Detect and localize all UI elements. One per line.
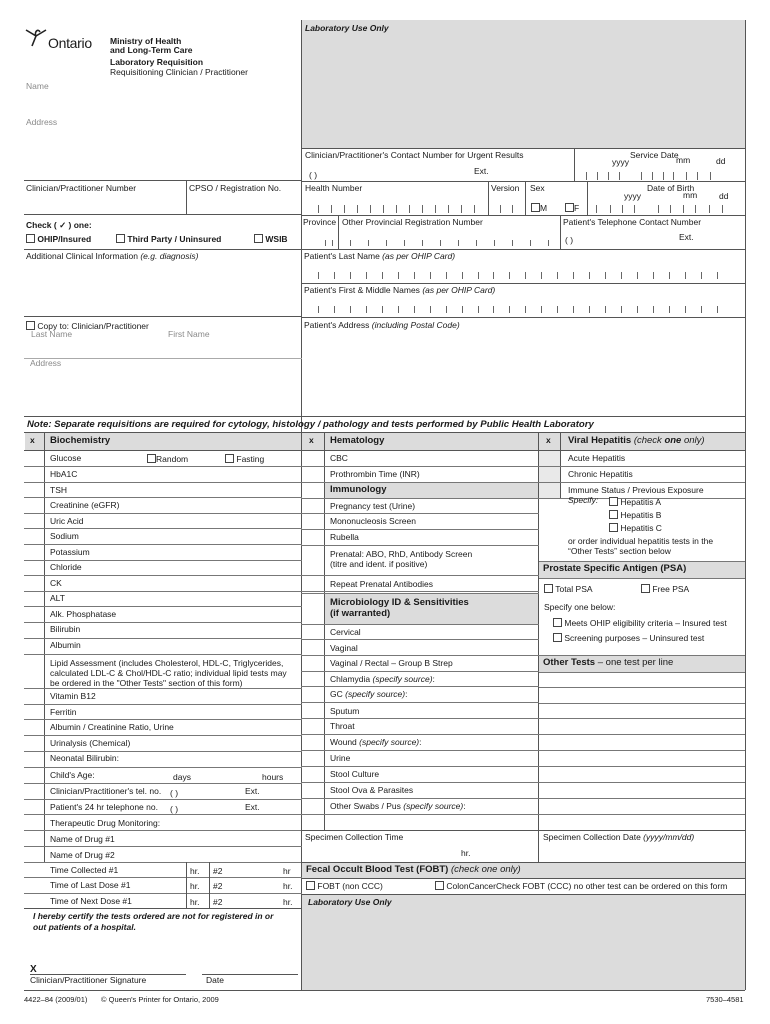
drug1-label: Name of Drug #1	[50, 834, 115, 844]
mono-item: Mononucleosis Screen	[330, 516, 416, 526]
contact-label: Clinician/Practitioner's Contact Number for Urgent Results	[305, 150, 524, 160]
third-party-checkbox[interactable]: Third Party / Uninsured	[116, 234, 221, 245]
patient-24hr-ext: Ext.	[245, 802, 260, 812]
tc-hr: hr.	[190, 866, 200, 876]
ontario-trillium-logo	[24, 26, 50, 48]
glucose-label: Glucose	[50, 453, 82, 463]
psa-meets-checkbox[interactable]: Meets OHIP eligibility criteria – Insured test	[553, 618, 727, 629]
specimen-time-label: Specimen Collection Time	[305, 832, 404, 842]
form-title: Laboratory Requisition	[110, 57, 204, 67]
drug2-label: Name of Drug #2	[50, 850, 115, 860]
lab-use-bottom-bg	[302, 894, 745, 990]
cpso-label: CPSO / Registration No.	[189, 183, 282, 193]
random-checkbox[interactable]: Random	[147, 454, 188, 465]
psa-title: Prostate Specific Antigen (PSA)	[543, 563, 687, 574]
biochem-item: Alk. Phosphatase	[50, 608, 117, 619]
other-tests-title: Other Tests – one test per line	[543, 657, 674, 668]
specimen-hr: hr.	[461, 848, 471, 858]
nd-n2: #2	[213, 897, 223, 907]
free-psa-checkbox[interactable]: Free PSA	[641, 584, 689, 595]
ld-hr: hr.	[190, 881, 200, 891]
prenatal-item: Prenatal: ABO, RhD, Antibody Screen (titre and ident. if positive)	[330, 549, 473, 569]
form-number: 4422–84 (2009/01)	[24, 995, 88, 1004]
note-text: Note: Separate requisitions are required for cytology, histology / pathology and tests performed by Public Health Laboratory	[27, 419, 594, 430]
psa-specify: Specify one below:	[544, 602, 616, 612]
repeat-prenatal-item: Repeat Prenatal Antibodies	[330, 579, 434, 589]
biochem-item: Chloride	[50, 562, 82, 572]
days-label: days	[173, 772, 191, 782]
lab-use-bottom-label: Laboratory Use Only	[308, 897, 392, 907]
dob-mm: mm	[683, 190, 698, 200]
total-psa-checkbox[interactable]: Total PSA	[544, 584, 593, 595]
copy-first-name: First Name	[168, 329, 210, 339]
dob-yyyy: yyyy	[624, 191, 641, 201]
lab-use-area	[302, 20, 745, 148]
vaginal-item: Vaginal	[330, 643, 358, 653]
ministry-name-2: and Long-Term Care	[110, 45, 193, 55]
patient-first-name-label: Patient's First & Middle Names (as per OHIP Card)	[304, 285, 496, 295]
name-label: Name	[26, 81, 49, 91]
immune-status-item: Immune Status / Previous Exposure	[568, 485, 704, 495]
nd-hr2: hr.	[283, 897, 293, 907]
biochem-item: Uric Acid	[50, 515, 84, 526]
ministry-name: Ministry of Health	[110, 36, 182, 46]
patient-address-label: Patient's Address (including Postal Code)	[304, 320, 460, 330]
clinician-tel-label: Clinician/Practitioner's tel. no.	[50, 786, 162, 796]
main-divider	[301, 20, 302, 990]
sd-yyyy: yyyy	[612, 157, 629, 167]
time-collected-label: Time Collected #1	[50, 865, 119, 875]
clinician-number-label: Clinician/Practitioner Number	[26, 183, 137, 193]
form-subtitle: Requisitioning Clinician / Practitioner	[110, 67, 248, 77]
wound-item: Wound (specify source):	[330, 737, 422, 747]
childs-age-label: Child's Age:	[50, 770, 95, 780]
biochem-item: Albumin	[50, 639, 81, 650]
ld-hr2: hr.	[283, 881, 293, 891]
other-swabs-item: Other Swabs / Pus (specify source):	[330, 801, 466, 811]
biochem-item: Sodium	[50, 531, 79, 541]
biochem-item: CK	[50, 577, 62, 588]
sd-mm: mm	[676, 155, 691, 165]
hepatitis-x: x	[546, 435, 551, 445]
contact-ext: Ext.	[474, 166, 489, 176]
cbc-item: CBC	[330, 453, 348, 463]
certify-text: I hereby certify the tests ordered are not for registered in or out patients of a hospital.	[33, 911, 274, 932]
hep-a-checkbox[interactable]: Hepatitis A	[609, 497, 661, 508]
psa-screening-checkbox[interactable]: Screening purposes – Uninsured test	[553, 633, 704, 644]
biochem-item: Neonatal Bilirubin:	[50, 753, 119, 763]
hep-c-checkbox[interactable]: Hepatitis C	[609, 523, 662, 534]
biochem-x: x	[30, 435, 35, 445]
chronic-hep-item: Chronic Hepatitis	[568, 469, 633, 479]
patient-tel-ext: Ext.	[679, 232, 694, 242]
biochem-item: ALT	[50, 593, 65, 603]
patient-24hr-label: Patient's 24 hr telephone no.	[50, 802, 158, 812]
cervical-item: Cervical	[330, 627, 361, 637]
throat-item: Throat	[330, 721, 355, 731]
hep-x-col	[539, 450, 561, 498]
form-code: 7530–4581	[706, 995, 744, 1004]
signature-x: X	[30, 964, 37, 975]
sd-dd: dd	[716, 156, 726, 166]
copy-address: Address	[30, 358, 62, 368]
fobt-title: Fecal Occult Blood Test (FOBT) (check one only)	[306, 864, 521, 875]
service-date-label: Service Date	[630, 150, 679, 160]
sputum-item: Sputum	[330, 706, 360, 716]
immunology-title: Immunology	[330, 484, 387, 495]
last-dose-label: Time of Last Dose #1	[50, 880, 131, 890]
biochem-item: Ferritin	[50, 706, 77, 717]
gc-item: GC (specify source):	[330, 689, 408, 699]
hep-specify: Specify:	[568, 495, 599, 505]
tc-n2: #2	[213, 866, 223, 876]
ontario-logo-text: Ontario	[48, 35, 92, 51]
acute-hep-item: Acute Hepatitis	[568, 453, 626, 463]
additional-info-label: Additional Clinical Information (e.g. diagnosis)	[26, 251, 199, 261]
sex-label: Sex	[530, 183, 545, 193]
inr-item: Prothrombin Time (INR)	[330, 469, 420, 479]
stool-ova-item: Stool Ova & Parasites	[330, 785, 414, 795]
biochem-item: Albumin / Creatinine Ratio, Urine	[50, 722, 174, 732]
biochem-item: Vitamin B12	[50, 691, 96, 701]
fasting-checkbox[interactable]: Fasting	[225, 454, 264, 465]
biochem-item: Potassium	[50, 546, 90, 557]
biochem-item: TSH	[50, 484, 67, 495]
check-one-label: Check ( ✓ ) one:	[26, 220, 92, 230]
copy-to-checkbox[interactable]: Copy to: Clinician/Practitioner	[26, 321, 149, 332]
specimen-date-label: Specimen Collection Date (yyyy/mm/dd)	[543, 832, 695, 842]
biochem-item: Urinalysis (Chemical)	[50, 737, 131, 748]
patient-tel-paren: ( )	[565, 235, 574, 245]
sex-m-checkbox[interactable]: M	[531, 203, 547, 214]
urine-item: Urine	[330, 753, 351, 763]
contact-paren: ( )	[309, 170, 318, 180]
signature-label: Clinician/Practitioner Signature	[30, 975, 147, 985]
biochem-item: Bilirubin	[50, 624, 81, 634]
sex-f-checkbox[interactable]: F	[565, 203, 579, 214]
hematology-x: x	[309, 435, 314, 445]
next-dose-label: Time of Next Dose #1	[50, 896, 132, 906]
chlamydia-item: Chlamydia (specify source):	[330, 674, 435, 684]
fobt-non-ccc-checkbox[interactable]: FOBT (non CCC)	[306, 881, 383, 892]
lab-use-label: Laboratory Use Only	[305, 23, 389, 33]
lipid-assessment: Lipid Assessment (includes Cholesterol, HDL-C, Triglycerides, calculated LDL-C & Chol/HDL-C ratio; individual lipid tests may be ordered in the "Other Tests" section of this form)	[50, 658, 287, 688]
patient-last-name-label: Patient's Last Name (as per OHIP Card)	[304, 251, 456, 261]
dob-label: Date of Birth	[647, 183, 695, 193]
tc-hr2: hr	[283, 866, 291, 876]
biochem-item: Creatinine (eGFR)	[50, 500, 120, 510]
version-label: Version	[491, 183, 520, 193]
tdm-label: Therapeutic Drug Monitoring:	[50, 818, 161, 828]
rubella-item: Rubella	[330, 532, 359, 542]
copyright: © Queen's Printer for Ontario, 2009	[101, 995, 219, 1004]
hepatitis-title: Viral Hepatitis (check one only)	[568, 435, 705, 446]
biochem-title: Biochemistry	[50, 435, 111, 446]
biochem-item: HbA1C	[50, 469, 78, 479]
stool-culture-item: Stool Culture	[330, 769, 380, 779]
fobt-ccc-checkbox[interactable]: ColonCancerCheck FOBT (CCC) no other test can be ordered on this form	[435, 881, 727, 892]
gbs-item: Vaginal / Rectal – Group B Strep	[330, 658, 453, 668]
clinician-tel-ext: Ext.	[245, 786, 260, 796]
copy-last-name: Last Name	[31, 329, 73, 339]
ohip-checkbox[interactable]: OHIP/Insured	[26, 234, 91, 245]
hematology-title: Hematology	[330, 435, 385, 446]
date-label: Date	[206, 975, 224, 985]
micro-title: Microbiology ID & Sensitivities (if warranted)	[330, 597, 469, 619]
health-number-label: Health Number	[305, 183, 363, 193]
hep-order-note: or order individual hepatitis tests in the “Other Tests” section below	[568, 536, 714, 556]
address-label: Address	[26, 117, 58, 127]
patient-24hr-paren: ( )	[170, 804, 179, 814]
clinician-tel-paren: ( )	[170, 788, 179, 798]
dob-dd: dd	[719, 191, 729, 201]
pregnancy-item: Pregnancy test (Urine)	[330, 501, 416, 511]
wsib-checkbox[interactable]: WSIB	[254, 234, 288, 245]
ld-n2: #2	[213, 881, 223, 891]
hours-label: hours	[262, 772, 284, 782]
patient-tel-label: Patient's Telephone Contact Number	[563, 217, 702, 227]
hep-b-checkbox[interactable]: Hepatitis B	[609, 510, 661, 521]
other-prov-label: Other Provincial Registration Number	[342, 217, 483, 227]
province-label: Province	[303, 217, 337, 227]
nd-hr: hr.	[190, 897, 200, 907]
